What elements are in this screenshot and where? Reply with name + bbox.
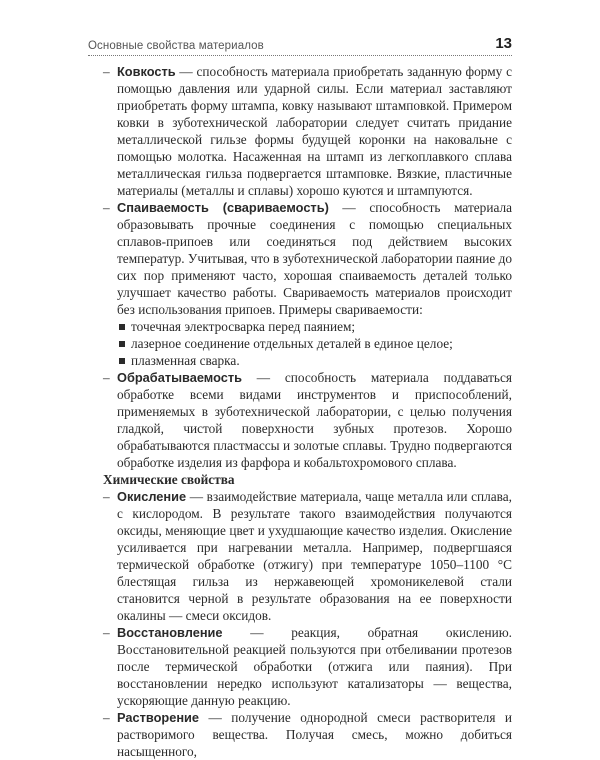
term: Обрабатываемость <box>117 370 242 385</box>
list-item: точечная электросварка перед паянием; <box>117 318 512 335</box>
entry-dissolution: – Растворение — получение однородной смеси растворителя и растворимого вещества. Получая смесь, можно добиться насыщенного, <box>103 710 512 759</box>
term: Окисление <box>117 489 187 504</box>
term: Растворение <box>117 710 200 725</box>
section-title-chemical: Химические свойства <box>103 472 235 487</box>
entry-reduction: – Восстановление — реакция, обратная окислению. Восстановительной реакцией пользуются при отбеливании протезов после термической обработки (отжига или паяния). При восстановлении нередко используют катализаторы — вещества, ускоряющие данную реакцию. <box>103 625 512 708</box>
running-head: Основные свойства материалов <box>88 40 264 52</box>
page-body <box>103 63 512 760</box>
definition: — реакция, обратная окислению. Восстановительной реакцией пользуются при отбеливании протезов после термической обработки (отжига или паяния). При восстановлении нередко используют катализаторы — вещества, ускоряющие данную реакцию. <box>117 625 512 708</box>
entry-malleability: – Ковкость — способность материала приобретать заданную форму с помощью давления или ударной силы. Если материал заставляют приобретать форму штампа, ковку называют штамповкой. Примером ковки в зуботехнической лаборатории следует считать придание металлической гильзе формы будущей коронки на наковальне с помощью молотка. Насаженная на штамп из легкоплавкого сплава металлическая гильза подвергается штамповке. Вязкие, пластичные материалы (металлы и сплавы) хорошо куются и штампуются. <box>103 64 512 198</box>
term: Спаиваемость (свариваемость) <box>117 200 329 215</box>
list-item: лазерное соединение отдельных деталей в единое целое; <box>117 335 512 352</box>
entry-weldability: – Спаиваемость (свариваемость) — способность материала образовывать прочные соединения с помощью специальных сплавов-припоев или соединяться под действием высоких температур. Учитывая, что в зуботехнической лаборатории паяние до сих пор применяют часто, хорошая спаиваемость деталей только улучшает качество работы. Свариваемость материалов происходит без использования припоев. Примеры свариваемости: <box>103 200 513 317</box>
entry-oxidation: – Окисление — взаимодействие материала, чаще металла или сплава, с кислородом. В результате такого взаимодействия получаются оксиды, меняющие цвет и ухудшающие качество изделия. Окисление усиливается при нагревании металла. Например, подвергшаяся термической обработке (отжигу) при температуре 1050–1100 °С блестящая гильза из нержавеющей хромоникелевой стали становится черной в результате образования на ее поверхности окалины — смеси оксидов. <box>103 489 512 623</box>
definition: — способность материала приобретать заданную форму с помощью давления или ударной силы. Если материал заставляют приобретать форму штампа, ковку называют штамповкой. Примером ковки в зуботехнической лаборатории следует считать придание металлической гильзе формы будущей коронки на наковальне с помощью молотка. Насаженная на штамп из легкоплавкого сплава металлическая гильза подвергается штамповке. Вязкие, пластичные материалы (металлы и сплавы) хорошо куются и штампуются. <box>117 64 512 198</box>
definition: — способность материала поддаваться обработке всеми видами инструментов и приспособлений, применяемых в зуботехнической лаборатории, с целью получения гладкой, чистой поверхности зубных протезов. Хорошо обрабатываются пластмассы и золотые сплавы. Трудно подвергаются обработке изделия из фарфора и кобальтохромового сплава. <box>117 370 512 470</box>
list-item: плазменная сварка. <box>117 352 512 369</box>
page-header <box>88 30 512 52</box>
definition: — взаимодействие материала, чаще металла или сплава, с кислородом. В результате такого взаимодействия получаются оксиды, меняющие цвет и ухудшающие качество изделия. Окисление усиливается при нагревании металла. Например, подвергшаяся термической обработке (отжигу) при температуре 1050–1100 °С блестящая гильза из нержавеющей хромоникелевой стали становится черной в результате образования на ее поверхности окалины — смеси оксидов. <box>117 489 512 623</box>
page-number: 13 <box>495 35 512 52</box>
definition: — способность материала образовывать прочные соединения с помощью специальных сплавов-припоев или соединяться под действием высоких температур. Учитывая, что в зуботехнической лаборатории паяние до сих пор применяют часто, хорошая спаиваемость деталей только улучшает качество работы. Свариваемость материалов происходит без использования припоев. Примеры свариваемости: <box>117 200 513 317</box>
header-divider <box>88 55 512 56</box>
term: Ковкость <box>117 64 176 79</box>
entry-machinability: – Обрабатываемость — способность материала поддаваться обработке всеми видами инструментов и приспособлений, применяемых в зуботехнической лаборатории, с целью получения гладкой, чистой поверхности зубных протезов. Хорошо обрабатываются пластмассы и золотые сплавы. Трудно подвергаются обработке изделия из фарфора и кобальтохромового сплава. <box>103 370 512 470</box>
welding-examples-list <box>103 318 512 369</box>
definition: — получение однородной смеси растворителя и растворимого вещества. Получая смесь, можно добиться насыщенного, <box>117 710 512 759</box>
term: Восстановление <box>117 625 223 640</box>
